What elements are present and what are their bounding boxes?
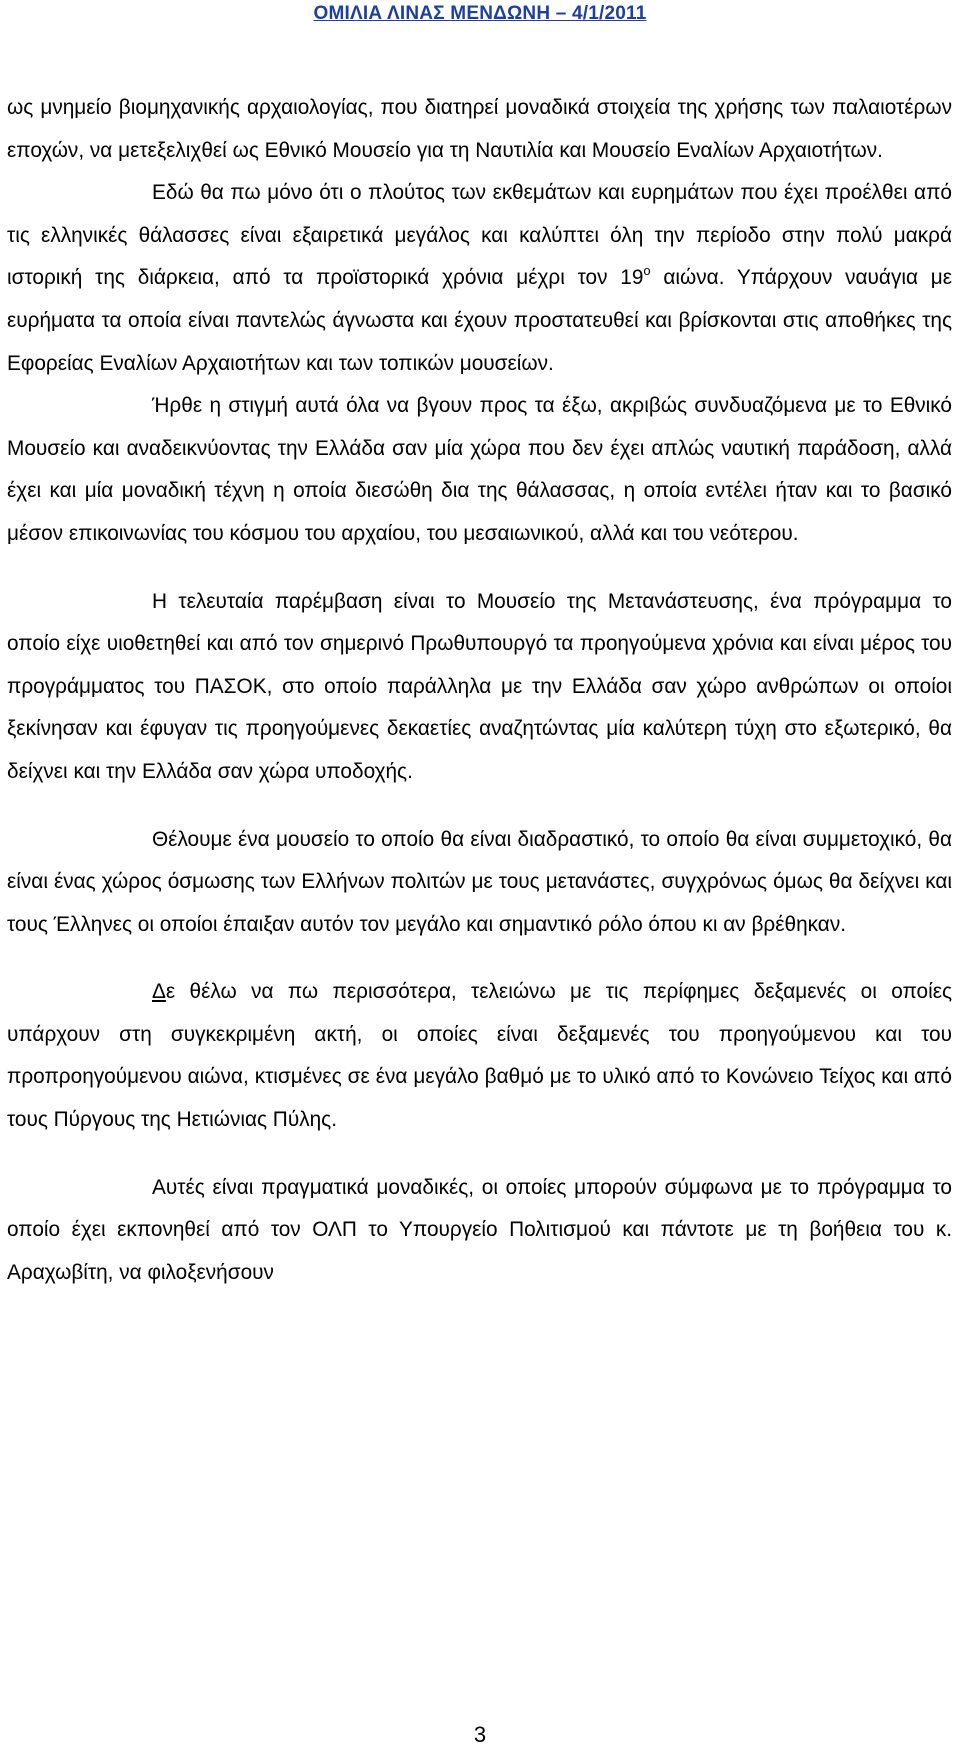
- paragraph-2: [7, 172, 952, 385]
- paragraph-6: [7, 971, 952, 1141]
- paragraph-3: Ήρθε η στιγμή αυτά όλα να βγουν προς τα έξω, ακριβώς συνδυαζόμενα με το Εθνικό Μουσείο και αναδεικνύοντας την Ελλάδα σαν μία χώρα που δεν έχει απλώς ναυτική παράδοση, αλλά έχει και μία μοναδική τέχνη η οποία διεσώθη δια της θάλασσας, η οποία εντέλει ήταν και το βασικό μέσον επικοινωνίας του κόσμου του αρχαίου, του μεσαιωνικού, αλλά και του νεότερου.: [7, 394, 952, 545]
- page-number: 3: [473, 1722, 487, 1747]
- body-text: [7, 87, 952, 1294]
- paragraph-5: Θέλουμε ένα μουσείο το οποίο θα είναι διαδραστικό, το οποίο θα είναι συμμετοχικό, θα είναι ένας χώρος όσμωσης των Ελλήνων πολιτών με τους μετανάστες, συγχρόνως όμως θα δείχνει και τους Έλληνες οι οποίοι έπαιξαν αυτόν τον μεγάλο και σημαντικό ρόλο όπου κι αν βρέθηκαν.: [7, 827, 952, 936]
- page-header-title: ΟΜΙΛΙΑ ΛΙΝΑΣ ΜΕΝΔΩΝΗ – 4/1/2011: [313, 3, 647, 24]
- paragraph-6-text: ε θέλω να πω περισσότερα, τελειώνω με τις περίφημες δεξαμενές οι οποίες υπάρχουν στη συγκεκριμένη ακτή, οι οποίες είναι δεξαμενές του προηγούμενου και του προπροηγούμενου αιώνα, κτισμένες σε ένα μεγάλο βαθμό με το υλικό από το Κονώνειο Τείχος και από τους Πύργους της Ηετιώνιας Πύλης.: [7, 980, 952, 1132]
- paragraph-2-text-before: Εδώ θα πω μόνο ότι ο πλούτος των εκθεμάτων και ευρημάτων που έχει προέλθει από τις ελληνικές θάλασσες είναι εξαιρετικά μεγάλος και καλύπτει όλη την περίοδο στην πολύ μακρά ιστορική της διάρκεια, από τα προϊστορικά χρόνια μέχρι τον 19: [7, 181, 952, 290]
- paragraph-4: Η τελευταία παρέμβαση είναι το Μουσείο της Μετανάστευσης, ένα πρόγραμμα το οποίο είχε υιοθετηθεί και από τον σημερινό Πρωθυπουργό τα προηγούμενα χρόνια και είναι μέρος του προγράμματος του ΠΑΣΟΚ, στο οποίο παράλληλα με την Ελλάδα σαν χώρο ανθρώπων οι οποίοι ξεκίνησαν και έφυγαν τις προηγούμενες δεκαετίες αναζητώντας μία καλύτερη τύχη στο εξωτερικό, θα δείχνει και την Ελλάδα σαν χώρα υποδοχής.: [7, 589, 952, 783]
- paragraph-6-first-letter: Δ: [152, 980, 166, 1004]
- superscript-ordinal: ο: [643, 263, 651, 279]
- paragraph-2-text-after: αιώνα. Υπάρχουν ναυάγια με ευρήματα τα οποία είναι παντελώς άγνωστα και έχουν προστατευθεί και βρίσκονται στις αποθήκες της Εφορείας Εναλίων Αρχαιοτήτων και των τοπικών μουσείων.: [7, 266, 953, 375]
- paragraph-7: Αυτές είναι πραγματικά μοναδικές, οι οποίες μπορούν σύμφωνα με το πρόγραμμα το οποίο έχει εκπονηθεί από τον ΟΛΠ το Υπουργείο Πολιτισμού και πάντοτε με τη βοήθεια του κ. Αραχωβίτη, να φιλοξενήσουν: [7, 1175, 952, 1284]
- paragraph-1: ως μνημείο βιομηχανικής αρχαιολογίας, που διατηρεί μοναδικά στοιχεία της χρήσης των παλαιοτέρων εποχών, να μετεξελιχθεί ως Εθνικό Μουσείο για τη Ναυτιλία και Μουσείο Εναλίων Αρχαιοτήτων.: [7, 96, 952, 162]
